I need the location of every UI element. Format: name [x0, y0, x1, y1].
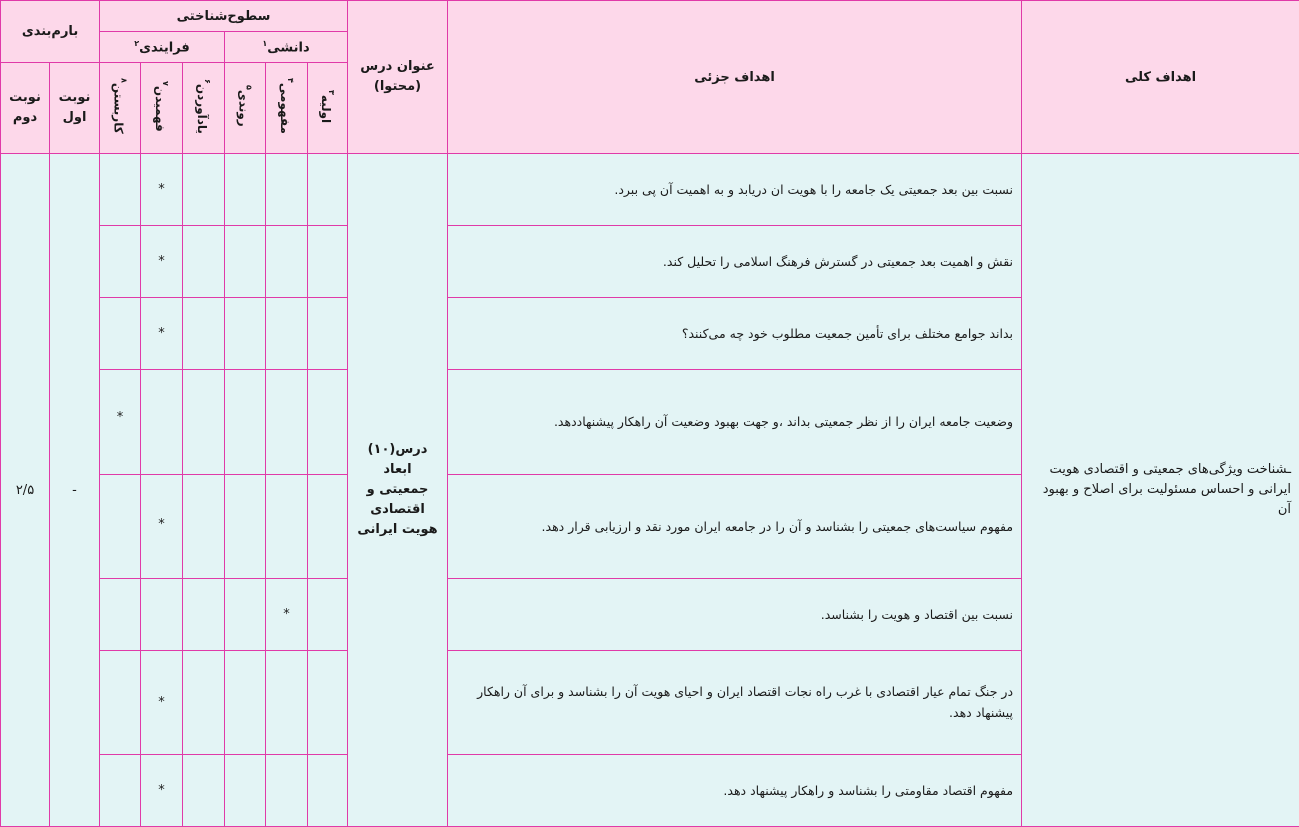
- mark-recall: [183, 154, 225, 226]
- header-cognitive-levels: سطوح‌شناختی: [100, 1, 348, 32]
- mark-apply: [100, 226, 141, 298]
- partial-goal: مفهوم سیاست‌های جمعیتی را بشناسد و آن را در جامعه ایران مورد نقد و ارزیابی قرار دهد.: [448, 474, 1022, 578]
- mark-conceptual: [266, 650, 308, 754]
- mark-procedural: [225, 650, 266, 754]
- header-knowledge: دانشی$^۱$: [225, 32, 348, 63]
- header-partial-goals: اهداف جزئی: [448, 1, 1022, 154]
- mark-conceptual: [266, 226, 308, 298]
- partial-goal: مفهوم اقتصاد مقاومتی را بشناسد و راهکار پیشنهاد دهد.: [448, 754, 1022, 826]
- mark-recall: [183, 754, 225, 826]
- mark-primary: [308, 226, 348, 298]
- mark-apply: [100, 754, 141, 826]
- header-first-term: نوبت اول: [50, 63, 100, 154]
- header-conceptual: مفهومی$^۴$: [266, 63, 308, 154]
- mark-primary: [308, 298, 348, 370]
- mark-conceptual: [266, 154, 308, 226]
- mark-recall: [183, 226, 225, 298]
- lesson-title: درس(۱۰) ابعاد جمعیتی و اقتصادی هویت ایرانی: [348, 154, 448, 827]
- mark-apply: [100, 474, 141, 578]
- mark-understand: *: [141, 226, 183, 298]
- mark-procedural: [225, 370, 266, 474]
- mark-recall: [183, 474, 225, 578]
- general-goal: ـشناخت ویژگی‌های جمعیتی و اقتصادی هویت ایرانی و احساس مسئولیت برای اصلاح و بهبود آن: [1022, 154, 1299, 827]
- mark-primary: [308, 370, 348, 474]
- mark-understand: *: [141, 298, 183, 370]
- mark-procedural: [225, 154, 266, 226]
- mark-understand: *: [141, 474, 183, 578]
- mark-recall: [183, 370, 225, 474]
- mark-recall: [183, 650, 225, 754]
- mark-procedural: [225, 578, 266, 650]
- header-second-term: نوبت دوم: [1, 63, 50, 154]
- mark-primary: [308, 650, 348, 754]
- score-second-term: ۲/۵: [1, 154, 50, 827]
- mark-primary: [308, 154, 348, 226]
- header-understand: فهمیدن$^۷$: [141, 63, 183, 154]
- mark-conceptual: [266, 370, 308, 474]
- mark-understand: *: [141, 754, 183, 826]
- header-lesson-title: عنوان درس (محتوا): [348, 1, 448, 154]
- mark-apply: [100, 298, 141, 370]
- partial-goal: نسبت بین بعد جمعیتی یک جامعه را با هویت ان دریابد و به اهمیت آن پی ببرد.: [448, 154, 1022, 226]
- mark-primary: [308, 474, 348, 578]
- partial-goal: نسبت بین اقتصاد و هویت را بشناسد.: [448, 578, 1022, 650]
- partial-goal: وضعیت جامعه ایران را از نظر جمعیتی بداند ،و جهت بهبود وضعیت آن راهکار پیشنهاددهد.: [448, 370, 1022, 474]
- header-recall: یادآوردن$^۶$: [183, 63, 225, 154]
- mark-understand: [141, 578, 183, 650]
- mark-procedural: [225, 298, 266, 370]
- mark-understand: *: [141, 154, 183, 226]
- mark-conceptual: [266, 754, 308, 826]
- mark-primary: [308, 754, 348, 826]
- mark-procedural: [225, 754, 266, 826]
- mark-conceptual: *: [266, 578, 308, 650]
- mark-primary: [308, 578, 348, 650]
- header-general-goals: اهداف کلی: [1022, 1, 1299, 154]
- mark-procedural: [225, 226, 266, 298]
- header-apply: کاربستن$^۸$: [100, 63, 141, 154]
- mark-apply: *: [100, 370, 141, 474]
- header-procedural: روندی$^۵$: [225, 63, 266, 154]
- partial-goal: در جنگ تمام عیار اقتصادی با غرب راه نجات اقتصاد ایران و احیای هویت آن را بشناسد و برای آن راهکار پیشنهاد دهد.: [448, 650, 1022, 754]
- mark-apply: [100, 154, 141, 226]
- mark-conceptual: [266, 474, 308, 578]
- mark-apply: [100, 650, 141, 754]
- partial-goal: بداند جوامع مختلف برای تأمین جمعیت مطلوب خود چه می‌کنند؟: [448, 298, 1022, 370]
- mark-understand: *: [141, 650, 183, 754]
- mark-apply: [100, 578, 141, 650]
- header-process: فرایندی$^۲$: [100, 32, 225, 63]
- mark-procedural: [225, 474, 266, 578]
- partial-goal: نقش و اهمیت بعد جمعیتی در گسترش فرهنگ اسلامی را تحلیل کند.: [448, 226, 1022, 298]
- mark-understand: [141, 370, 183, 474]
- mark-recall: [183, 298, 225, 370]
- header-scoring: بارم‌بندی: [1, 1, 100, 63]
- header-primary: اولیه$^۳$: [308, 63, 348, 154]
- score-first-term: -: [50, 154, 100, 827]
- mark-recall: [183, 578, 225, 650]
- mark-conceptual: [266, 298, 308, 370]
